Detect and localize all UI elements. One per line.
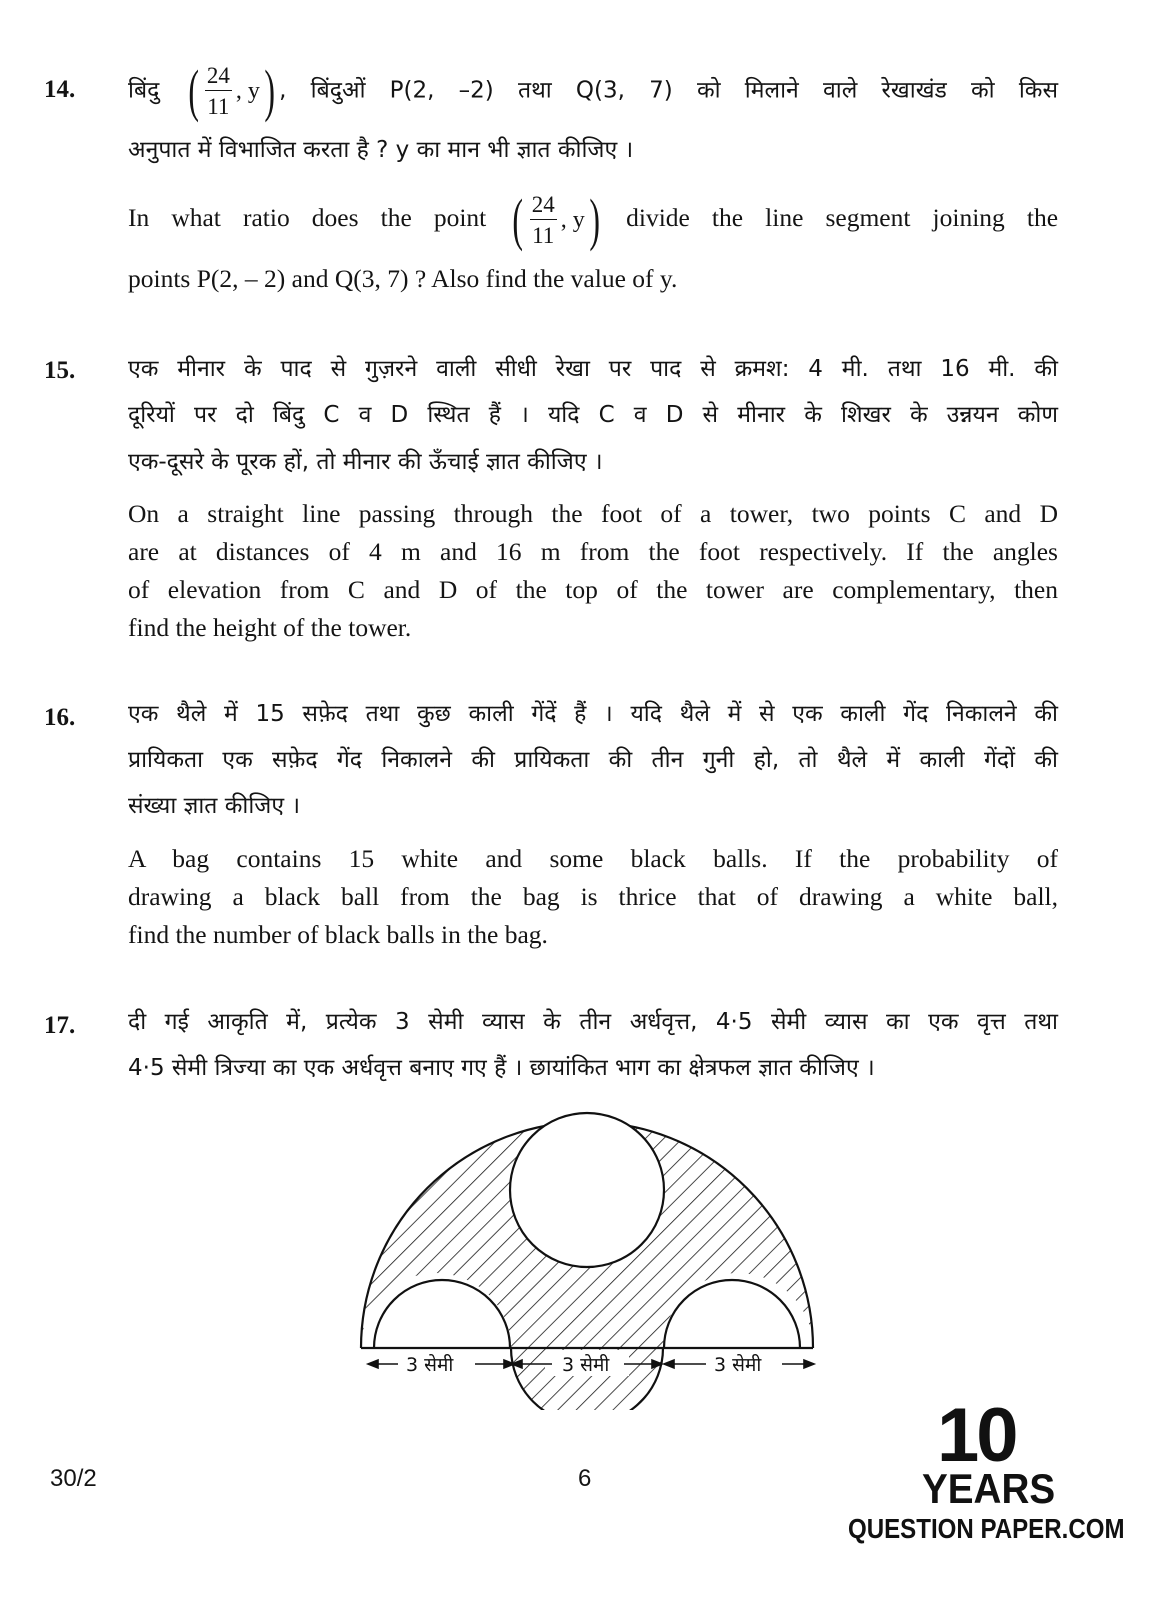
question-number: 16. (44, 704, 76, 731)
question-hindi-line: दी गई आकृति में, प्रत्येक 3 सेमी व्यास के तीन अर्धवृत्त, 4·5 सेमी व्यास का एक वृत्त तथा (128, 1009, 1058, 1035)
dimension-label-left: 3 सेमी (406, 1354, 454, 1376)
question-hindi-text: बिंदु ( $\frac{24}{11}$ , y ) , बिंदुओं P(2, –2) तथा Q(3, 7) को मिलाने वाले रेखाखंड को किस (128, 58, 1058, 123)
fraction-point-english: ( $\frac{24}{11}$ , y ) (512, 187, 600, 253)
question-hindi-line: 4·5 सेमी त्रिज्या का एक अर्धवृत्त बनाए गए हैं । छायांकित भाग का क्षेत्रफल ज्ञात कीजिए । (128, 1055, 875, 1081)
logo-years: YEARS (922, 1465, 1056, 1512)
question-hindi-line: दूरियों पर दो बिंदु C व D स्थित हैं । यदि C व D से मीनार के शिखर के उन्नयन कोण (128, 402, 1058, 428)
page-number: 6 (578, 1465, 592, 1492)
logo-site: QUESTION PAPER.COM (848, 1513, 1125, 1544)
semicircle-figure (340, 1100, 840, 1410)
question-english-text: A bag contains 15 white and some black balls. If the probability of drawing a black ball from the bag is thrice that of drawing a white ball, find the number of black balls in the bag. (128, 844, 1058, 949)
question-hindi-line: एक-दूसरे के पूरक हों, तो मीनार की ऊँचाई ज्ञात कीजिए । (128, 449, 603, 475)
question-hindi-line: एक थैले में 15 सफ़ेद तथा कुछ काली गेंदें हैं । यदि थैले में से एक काली गेंद निकालने की (128, 701, 1058, 727)
question-number: 15. (44, 357, 76, 384)
question-hindi-line: संख्या ज्ञात कीजिए । (128, 793, 301, 819)
dimension-label-right: 3 सेमी (714, 1354, 762, 1376)
question-number: 17. (44, 1012, 76, 1039)
question-english-text: On a straight line passing through the foot of a tower, two points C and D are at distances of 4 m and 16 m from the foot respectively. If the angles of elevation from C and D of the top of the tower are complementary, then find the height of the tower. (128, 499, 1058, 642)
question-hindi-line: अनुपात में विभाजित करता है ? y का मान भी ज्ञात कीजिए । (128, 137, 634, 163)
inner-circle (510, 1113, 664, 1267)
question-hindi-line: एक मीनार के पाद से गुज़रने वाली सीधी रेखा पर पाद से क्रमश: 4 मी. तथा 16 मी. की (128, 356, 1058, 382)
question-number: 14. (44, 76, 76, 103)
question-english-line: points P(2, – 2) and Q(3, 7) ? Also find the value of y. (128, 264, 678, 293)
paper-code: 30/2 (50, 1465, 97, 1492)
logo-ten: 10 (937, 1393, 1016, 1478)
fraction-point: ( $\frac{24}{11}$ , y ) (187, 58, 275, 123)
question-english-text: In what ratio does the point ( $\frac{24}{11}$ , y ) divide the line segment joining the (128, 187, 1059, 253)
dimension-label-middle: 3 सेमी (562, 1354, 610, 1376)
question-hindi-line: प्रायिकता एक सफ़ेद गेंद निकालने की प्रायिकता की तीन गुनी हो, तो थैले में काली गेंदों की (128, 747, 1058, 773)
